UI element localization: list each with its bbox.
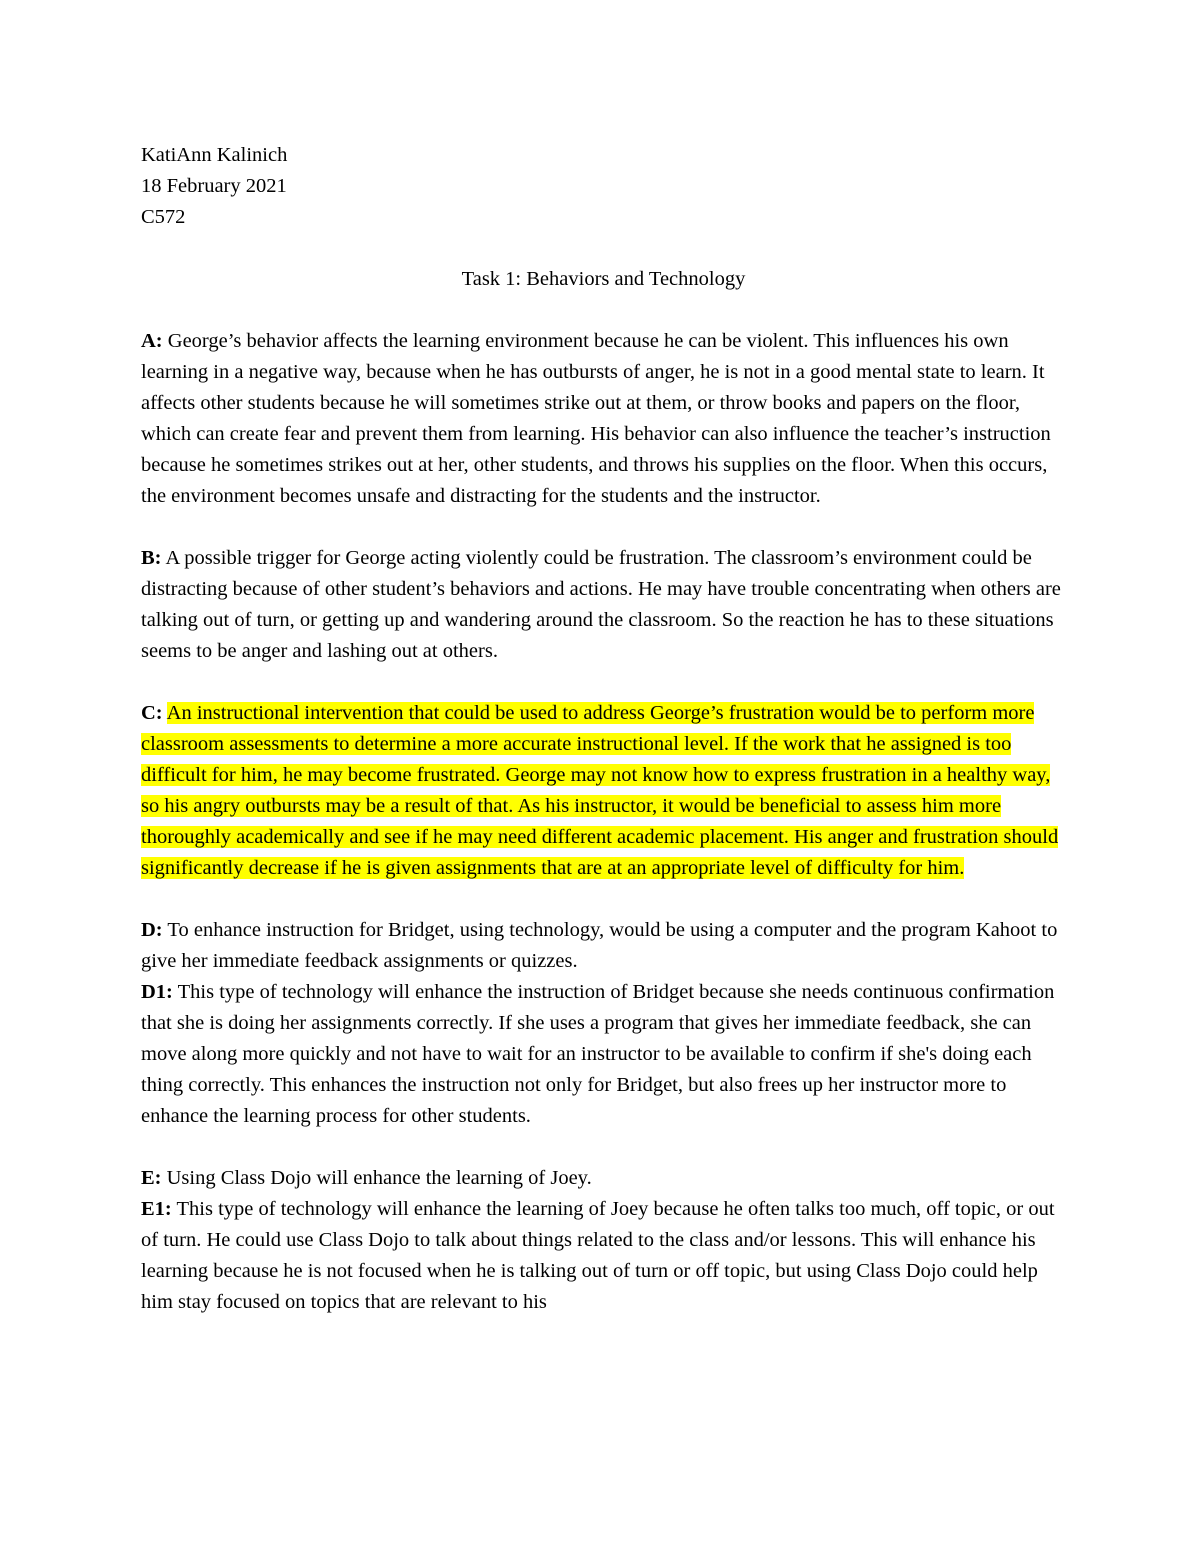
section-e1 — [141, 1194, 1066, 1318]
section-e1-label: E1: — [141, 1198, 172, 1220]
document-title: Task 1: Behaviors and Technology — [461, 268, 746, 290]
section-d — [141, 915, 1066, 977]
section-e-label: E: — [141, 1167, 162, 1189]
section-c-label: C: — [141, 702, 163, 724]
section-c — [141, 698, 1066, 884]
section-d-text: To enhance instruction for Bridget, using technology, would be using a computer and the program Kahoot to give her immediate feedback assignments or quizzes. — [141, 919, 1058, 972]
document-date: 18 February 2021 — [141, 175, 287, 197]
section-e1-text: This type of technology will enhance the learning of Joey because he often talks too much, off topic, or out of turn. He could use Class Dojo to talk about things related to the class and/or lessons. This will enhance his learning because he is not focused when he is talking out of turn or off topic, but using Class Dojo could help him stay focused on topics that are relevant to his — [141, 1198, 1055, 1313]
section-b — [141, 543, 1066, 667]
section-e — [141, 1163, 1066, 1194]
section-d1-label: D1: — [141, 981, 173, 1003]
course-code: C572 — [141, 206, 186, 228]
section-d1-text: This type of technology will enhance the instruction of Bridget because she needs continuous confirmation that she is doing her assignments correctly. If she uses a program that gives her immediate feedback, she can move along more quickly and not have to wait for an instructor to be available to confirm if she's doing each thing correctly. This enhances the instruction not only for Bridget, but also frees up her instructor more to enhance the learning process for other students. — [141, 981, 1055, 1127]
section-e-text: Using Class Dojo will enhance the learning of Joey. — [161, 1167, 592, 1189]
section-a-label: A: — [141, 330, 163, 352]
section-b-label: B: — [141, 547, 162, 569]
section-a — [141, 326, 1066, 512]
document-body — [141, 140, 1066, 1318]
section-c-highlighted-text: An instructional intervention that could be used to address George’s frustration would be to perform more classroom assessments to determine a more accurate instructional level. If the work that he assigned is too difficult for him, he may become frustrated. George may not know how to express frustration in a healthy way, so his angry outbursts may be a result of that. As his instructor, it would be beneficial to assess him more thoroughly academically and see if he may need different academic placement. His anger and frustration should significantly decrease if he is given assignments that are at an appropriate level of difficulty for him. — [141, 702, 1059, 879]
section-b-text: A possible trigger for George acting violently could be frustration. The classroom’s environment could be distracting because of other student’s behaviors and actions. He may have trouble concentrating when others are talking out of turn, or getting up and wandering around the classroom. So the reaction he has to these situations seems to be anger and lashing out at others. — [141, 547, 1061, 662]
author-name: KatiAnn Kalinich — [141, 144, 288, 166]
section-d-label: D: — [141, 919, 163, 941]
section-a-text: George’s behavior affects the learning environment because he can be violent. This influences his own learning in a negative way, because when he has outbursts of anger, he is not in a good mental state to learn. It affects other students because he will sometimes strike out at them, or throw books and papers on the floor, which can create fear and prevent them from learning. His behavior can also influence the teacher’s instruction because he sometimes strikes out at her, other students, and throws his supplies on the floor. When this occurs, the environment becomes unsafe and distracting for the students and the instructor. — [141, 330, 1051, 507]
section-d1 — [141, 977, 1066, 1132]
